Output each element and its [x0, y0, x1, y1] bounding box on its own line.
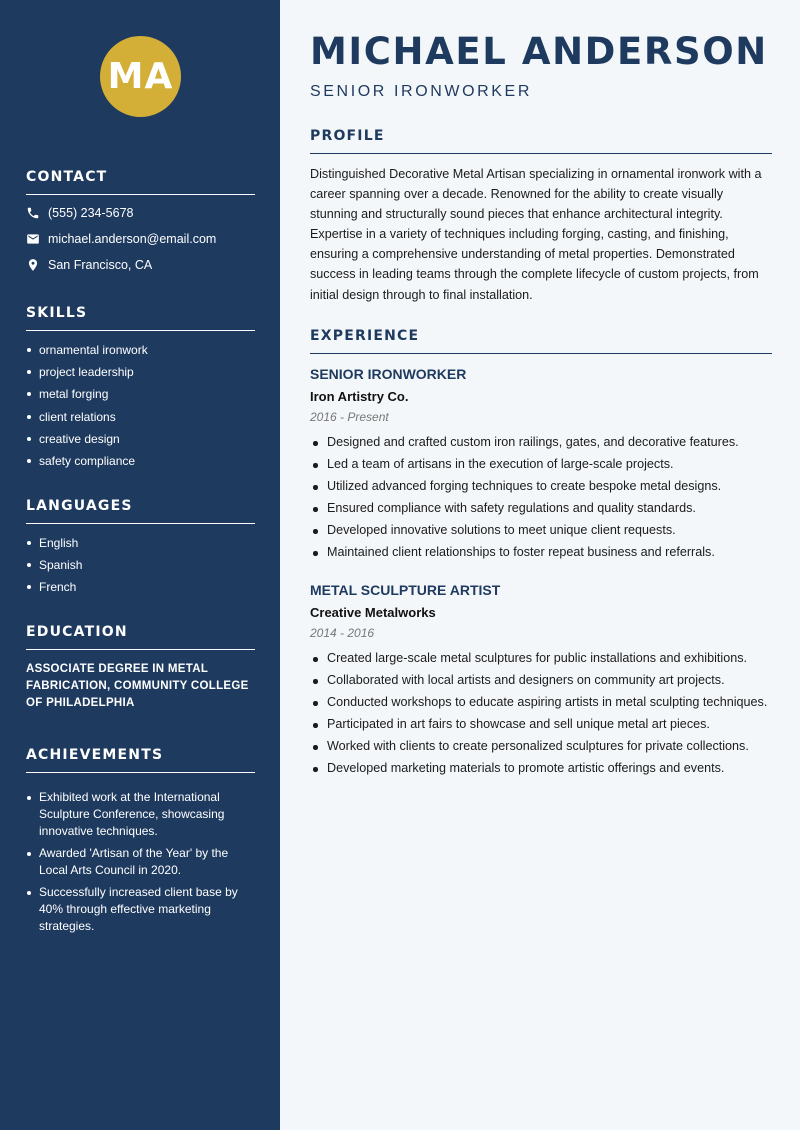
mail-icon — [26, 232, 40, 246]
person-name: MICHAEL ANDERSON — [310, 30, 768, 73]
profile-text: Distinguished Decorative Metal Artisan specializing in ornamental ironwork with a career spanning over a decade. Renowned for the ability to create visually stunning and structurally sound pieces that enhance architectural integrity. Expertise in a variety of techniques including forging, casting, and finishing, ensuring a comprehensive understanding of metal properties. Demonstrated success in leading teams through the complete lifecycle of custom projects, from initial design through to final installation. — [310, 167, 762, 302]
list-item: Collaborated with local artists and designers on community art projects. — [310, 672, 772, 690]
phone-icon — [26, 206, 40, 220]
contact-location-row — [26, 256, 255, 274]
education-degree: ASSOCIATE DEGREE IN METAL FABRICATION, COMMUNITY COLLEGE OF PHILADELPHIA — [26, 663, 249, 709]
contact-email[interactable]: michael.anderson@email.com — [48, 232, 217, 246]
avatar-initials: MA — [100, 36, 181, 117]
skills-heading: SKILLS — [26, 305, 255, 331]
list-item: Exhibited work at the International Sculpture Conference, showcasing innovative techniques. — [26, 789, 255, 840]
list-item: Created large-scale metal sculptures for public installations and exhibitions. — [310, 650, 772, 668]
list-item: Developed innovative solutions to meet unique client requests. — [310, 522, 772, 540]
achievements-heading: ACHIEVEMENTS — [26, 747, 255, 773]
list-item: French — [26, 578, 255, 600]
list-item: client relations — [26, 408, 255, 430]
list-item: Ensured compliance with safety regulations and quality standards. — [310, 500, 772, 518]
contact-phone-row — [26, 204, 255, 222]
list-item: Awarded 'Artisan of the Year' by the Local Arts Council in 2020. — [26, 845, 255, 879]
list-item: creative design — [26, 430, 255, 452]
list-item: Participated in art fairs to showcase and sell unique metal art pieces. — [310, 716, 772, 734]
education-heading: EDUCATION — [26, 624, 255, 650]
list-item: Worked with clients to create personalized sculptures for private collections. — [310, 738, 772, 756]
list-item: Developed marketing materials to promote artistic offerings and events. — [310, 760, 772, 778]
achievements-list — [26, 789, 255, 935]
job-bullets — [310, 650, 772, 783]
list-item: Led a team of artisans in the execution of large-scale projects. — [310, 456, 772, 474]
achievements-section — [26, 747, 255, 940]
list-item: Conducted workshops to educate aspiring artists in metal sculpting techniques. — [310, 694, 772, 712]
list-item: Maintained client relationships to foster repeat business and referrals. — [310, 544, 772, 562]
job-dates: 2014 - 2016 — [310, 626, 375, 640]
list-item: safety compliance — [26, 452, 255, 474]
job-dates: 2016 - Present — [310, 410, 389, 424]
job-company: Creative Metalworks — [310, 605, 436, 620]
education-section — [26, 624, 255, 712]
location-pin-icon — [26, 258, 40, 272]
job-title: SENIOR IRONWORKER — [310, 366, 467, 382]
list-item: Designed and crafted custom iron railings, gates, and decorative features. — [310, 434, 772, 452]
contact-email-row — [26, 230, 255, 248]
languages-heading: LANGUAGES — [26, 498, 255, 524]
languages-section — [26, 498, 255, 601]
languages-list — [26, 534, 255, 601]
contact-location: San Francisco, CA — [48, 258, 153, 272]
job-company: Iron Artistry Co. — [310, 389, 409, 404]
job-title: METAL SCULPTURE ARTIST — [310, 582, 501, 598]
contact-heading: CONTACT — [26, 169, 255, 195]
list-item: Utilized advanced forging techniques to create bespoke metal designs. — [310, 478, 772, 496]
list-item: Spanish — [26, 556, 255, 578]
contact-phone[interactable]: (555) 234-5678 — [48, 206, 134, 220]
skills-section — [26, 305, 255, 474]
person-title: SENIOR IRONWORKER — [310, 83, 532, 100]
list-item: English — [26, 534, 255, 556]
list-item: ornamental ironwork — [26, 341, 255, 363]
sidebar — [0, 0, 280, 1130]
profile-heading: PROFILE — [310, 128, 772, 154]
list-item: project leadership — [26, 363, 255, 385]
experience-heading: EXPERIENCE — [310, 328, 772, 354]
list-item: Successfully increased client base by 40% through effective marketing strategies. — [26, 884, 255, 935]
contact-section — [26, 169, 255, 274]
skills-list — [26, 341, 255, 474]
job-bullets — [310, 434, 772, 567]
list-item: metal forging — [26, 385, 255, 407]
